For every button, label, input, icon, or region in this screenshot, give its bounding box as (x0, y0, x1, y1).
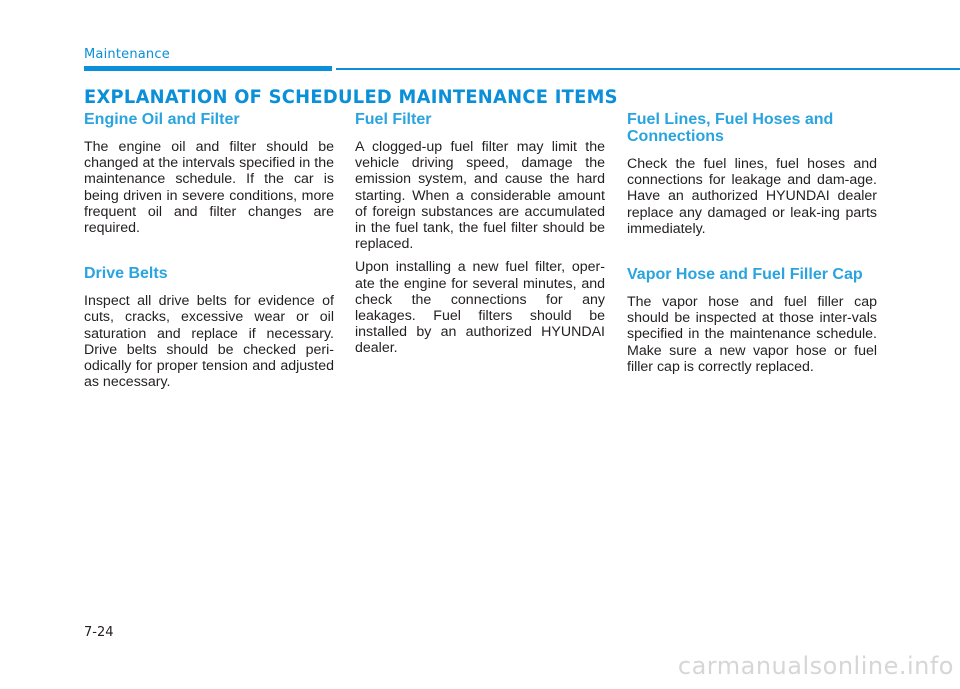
page-title: EXPLANATION OF SCHEDULED MAINTENANCE ITEMS (84, 86, 618, 108)
heading-drive-belts: Drive Belts (84, 265, 168, 283)
heading-fuel-lines: Fuel Lines, Fuel Hoses and Connections (627, 111, 834, 145)
column-middle (355, 111, 605, 364)
section-label: Maintenance (84, 47, 170, 62)
paragraph-vapor-hose: The vapor hose and fuel filler cap should be inspected at those inter-vals specified in the maintenance schedule. Make sure a new vapor hose or fuel filler cap is correctly replaced. (627, 294, 877, 375)
header-rule-thin (336, 68, 960, 70)
paragraph-fuel-filter-2: Upon installing a new fuel filter, oper-ate the engine for several minutes, and check the connections for any leakages. Fuel filters should be installed by an authorized HYUNDAI dealer. (355, 259, 605, 357)
paragraph-fuel-lines: Check the fuel lines, fuel hoses and connections for leakage and dam-age. Have an authorized HYUNDAI dealer replace any damaged or leak-ing parts immediately. (627, 156, 877, 237)
heading-vapor-hose: Vapor Hose and Fuel Filler Cap (627, 266, 863, 284)
paragraph-drive-belts: Inspect all drive belts for evidence of cuts, cracks, excessive wear or oil saturation and replace if necessary. Drive belts should be checked peri-odically for proper tension and adjusted as necessary. (84, 293, 334, 391)
column-right (627, 111, 877, 382)
watermark: carmanualsonline.info (677, 652, 954, 680)
heading-engine-oil-and-filter: Engine Oil and Filter (84, 111, 240, 128)
header-rule-thick (84, 66, 332, 71)
page-number: 7-24 (84, 625, 114, 640)
paragraph-fuel-filter-1: A clogged-up fuel filter may limit the vehicle driving speed, damage the emission system, and cause the hard starting. When a considerable amount of foreign substances are accumulated in the fuel tank, the fuel filter should be replaced. (355, 139, 605, 253)
column-left (84, 111, 334, 397)
paragraph-engine-oil: The engine oil and filter should be changed at the intervals specified in the maintenance schedule. If the car is being driven in severe conditions, more frequent oil and filter changes are required. (84, 139, 334, 237)
heading-fuel-filter: Fuel Filter (355, 111, 432, 128)
